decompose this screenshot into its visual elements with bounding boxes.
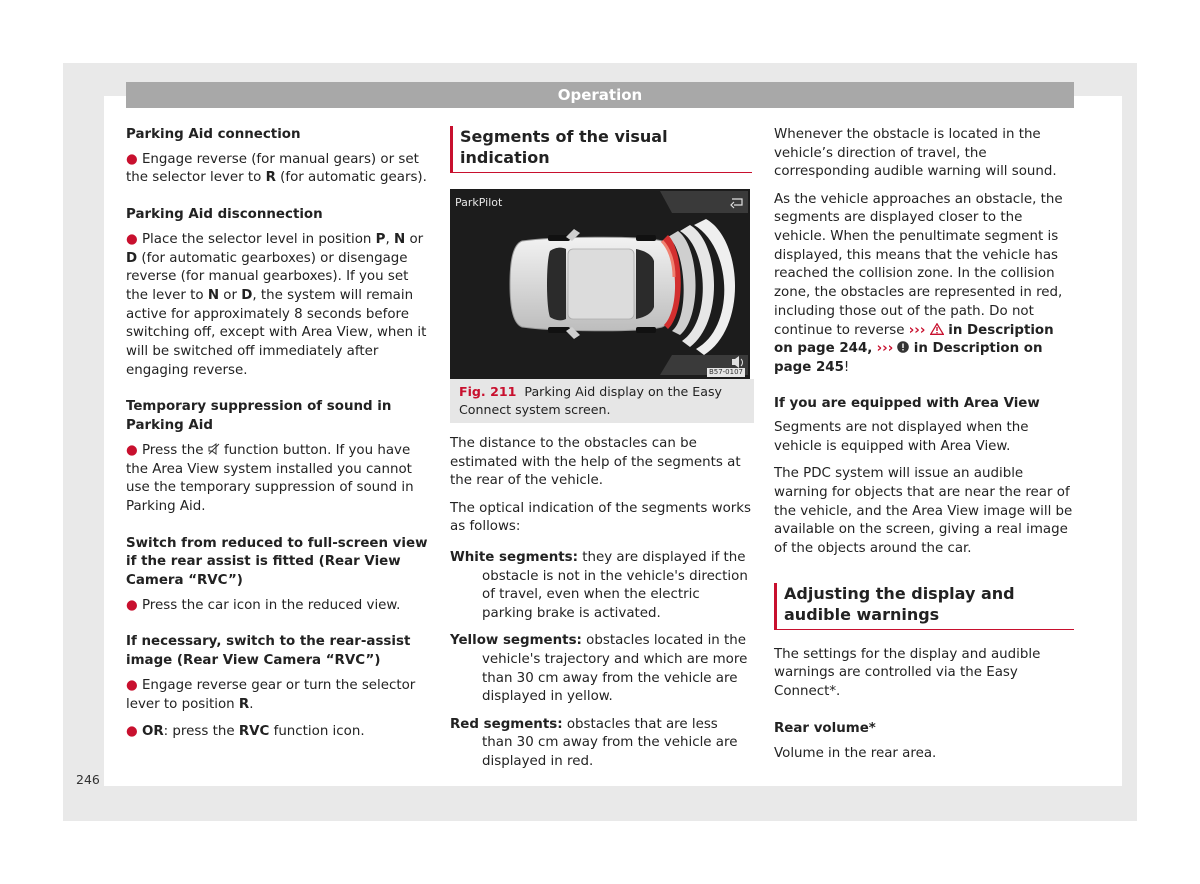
disconnection-heading: Parking Aid disconnection (126, 207, 323, 223)
bullet-icon: ● (126, 231, 138, 247)
wheel (548, 235, 570, 241)
rear-assist-step-1: ● Engage reverse gear or turn the selector lever to position R. (126, 677, 416, 712)
figure-code: B57-0107 (708, 368, 743, 376)
section-header: Operation (126, 82, 1074, 108)
bullet-icon: ● (126, 723, 138, 739)
paragraph: Segments are not displayed when the vehicle is equipped with Area View. (774, 420, 1029, 455)
page-number: 246 (76, 772, 100, 787)
cross-reference-link[interactable]: in Description on page 245 (774, 341, 1043, 375)
figure-label: Fig. 211 (459, 384, 517, 399)
connection-step: ● Engage reverse (for manual gears) or set the selector lever to R (for automatic gears). (126, 151, 427, 186)
windscreen (547, 248, 566, 321)
bullet-icon: ● (126, 597, 138, 613)
column-right (774, 126, 1074, 772)
area-view-heading: If you are equipped with Area View (774, 395, 1040, 411)
parkpilot-figure (450, 189, 750, 379)
suppression-step: ● Press the function button. If you have the Area View system installed you cannot use the temporary suppression of sound in Parking Aid. (126, 442, 414, 514)
yellow-segments-item: Yellow segments: obstacles located in the vehicle's trajectory and which are more than 30 cm away from the vehicle are displayed in yellow. (450, 633, 748, 705)
top-band (660, 191, 748, 213)
fullscreen-heading: Switch from reduced to full-screen view if the rear assist is fitted (Rear View Camera “RVC”) (126, 535, 428, 589)
paragraph: The optical indication of the segments works as follows: (450, 500, 752, 535)
parkpilot-illustration (450, 189, 750, 379)
warning-icon (930, 323, 944, 335)
car-roof (568, 249, 634, 319)
connection-heading: Parking Aid connection (126, 127, 301, 142)
rear-volume-heading: Rear volume* (774, 720, 876, 736)
info-icon (897, 341, 909, 353)
cross-ref-arrows: ››› (908, 322, 926, 338)
suppression-heading: Temporary suppression of sound in Parking Aid (126, 399, 392, 434)
bullet-icon: ● (126, 677, 138, 693)
column-middle (450, 126, 752, 780)
mute-icon (208, 443, 220, 455)
cross-reference-link[interactable]: in Description on page 244, (774, 322, 1054, 357)
red-segments-item: Red segments: obstacles that are less than 30 cm away from the vehicle are displayed in red. (450, 716, 738, 770)
segments-section-title: Segments of the visual indication (450, 126, 752, 173)
rear-assist-heading: If necessary, switch to the rear-assist image (Rear View Camera “RVC”) (126, 634, 411, 669)
wheel (636, 327, 656, 333)
rear-assist-step-2: ● OR: press the RVC function icon. (126, 723, 365, 739)
adjusting-section-title: Adjusting the display and audible warnings (774, 583, 1074, 630)
figure-caption: Fig. 211 Parking Aid display on the Easy Connect system screen. (450, 379, 754, 423)
column-left (126, 126, 428, 750)
rear-window (636, 249, 654, 319)
bullet-icon: ● (126, 151, 138, 167)
bullet-icon: ● (126, 442, 138, 458)
fullscreen-step: ● Press the car icon in the reduced view. (126, 597, 401, 613)
paragraph: The distance to the obstacles can be estimated with the help of the segments at the rear of the vehicle. (450, 436, 741, 489)
paragraph: As the vehicle approaches an obstacle, the segments are displayed closer to the vehicle. When the penultimate segment is displayed, this means that the vehicle has reached the collision zone. In the collision zone, the obstacles are represented in red, including those out of the path. Do not continue to reverse ››› in Description on page 244, ››› in Description on page 245! (774, 191, 1063, 375)
white-segments-item: White segments: they are displayed if the obstacle is not in the vehicle's direction of travel, even when the electric parking brake is activated. (450, 550, 748, 622)
paragraph: The PDC system will issue an audible warning for objects that are near the rear of the vehicle, and the Area View image will be available on the screen, giving a real image of the objects around the car. (774, 466, 1073, 557)
paragraph: Whenever the obstacle is located in the vehicle’s direction of travel, the corresponding audible warning will sound. (774, 127, 1057, 180)
paragraph: The settings for the display and audible warnings are controlled via the Easy Connect*. (774, 646, 1041, 700)
wheel (548, 327, 570, 333)
cross-ref-arrows: ››› (876, 341, 894, 357)
paragraph: Volume in the rear area. (774, 745, 937, 761)
disconnection-step: ● Place the selector level in position P, N or D (for automatic gearboxes) or disengage reverse (for manual gearboxes). If you set the lever to N or D, the system will remain active for approximately 8 seconds before switching off, except with Area View, when it will be switched off immediately after engaging reverse. (126, 231, 427, 378)
wheel (636, 235, 656, 241)
screen-title: ParkPilot (455, 196, 503, 209)
